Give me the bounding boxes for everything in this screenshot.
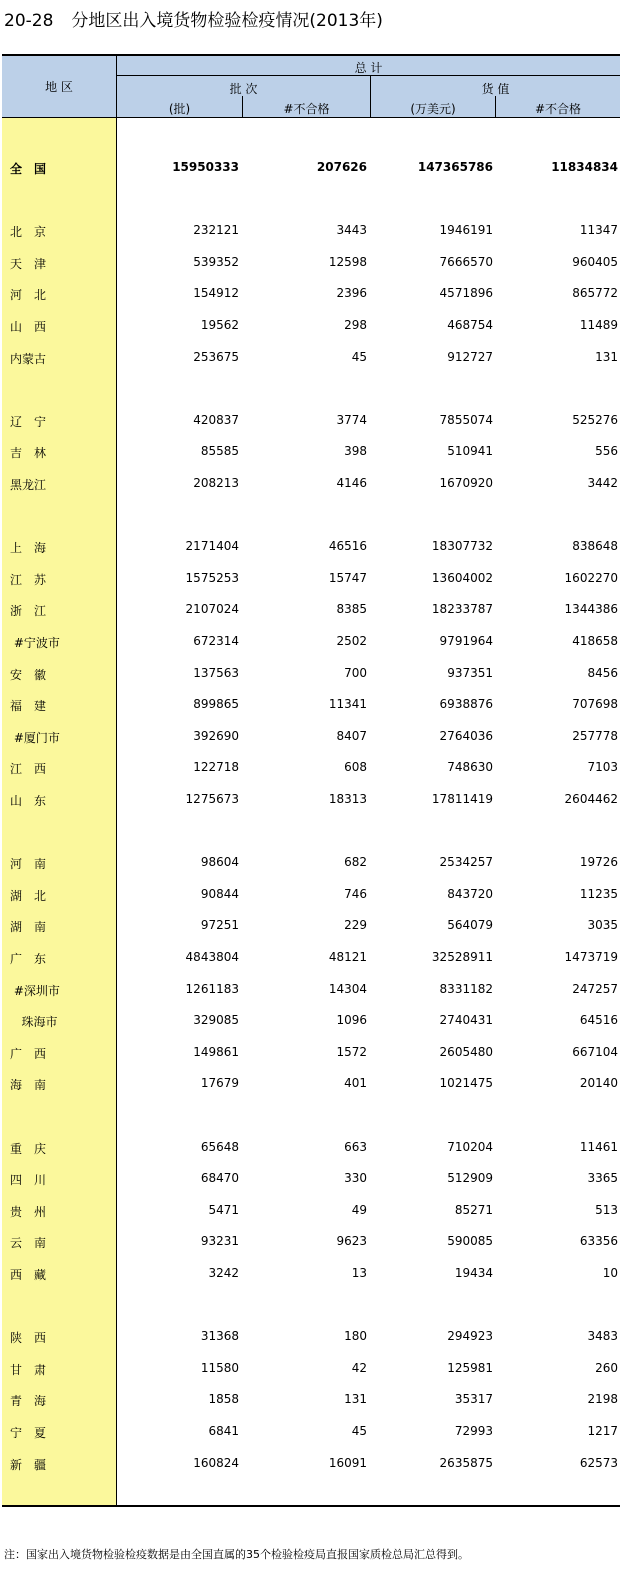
table-title: 分地区出入境货物检验检疫情况(2013年)	[71, 11, 383, 31]
value-fail-value: 1602270	[564, 571, 618, 585]
goods-value: 9791964	[439, 634, 493, 648]
region-name: 四 川	[10, 1173, 47, 1187]
batches-fail-value: 48121	[328, 950, 367, 964]
table-row	[2, 847, 620, 878]
goods-value: 18307732	[431, 539, 493, 553]
goods-value: 512909	[447, 1171, 493, 1185]
goods-value: 2534257	[439, 855, 493, 869]
batches-value: 11580	[200, 1361, 239, 1375]
batches-value: 98604	[200, 855, 239, 869]
table-row	[2, 152, 620, 183]
batches-value: 1858	[208, 1392, 239, 1406]
value-fail-value: 513	[595, 1203, 618, 1217]
batches-fail-value: 2396	[336, 286, 367, 300]
value-fail-value: 260	[595, 1361, 618, 1375]
goods-value: 6938876	[439, 697, 493, 711]
batches-fail-value: 1096	[336, 1013, 367, 1027]
table-row	[2, 563, 620, 594]
header-divider	[495, 96, 496, 118]
batches-fail-value: 1572	[336, 1045, 367, 1059]
footnote: 注：国家出入境货物检验检疫数据是由全国直属的35个检验检疫局直报国家质检总局汇总得到。	[4, 1548, 469, 1561]
goods-value: 468754	[447, 318, 493, 332]
region-name: 江 苏	[10, 573, 47, 587]
goods-value: 35317	[454, 1392, 493, 1406]
goods-value: 72993	[454, 1424, 493, 1438]
region-name: 海 南	[10, 1078, 47, 1092]
table-row	[2, 910, 620, 941]
value-fail-value: 131	[595, 350, 618, 364]
table-header	[2, 56, 620, 118]
value-fail-value: 556	[595, 444, 618, 458]
goods-value: 1021475	[439, 1076, 493, 1090]
value-fail-value: 11347	[579, 223, 618, 237]
table-row	[2, 215, 620, 246]
goods-value: 294923	[447, 1329, 493, 1343]
table-row	[2, 278, 620, 309]
batches-fail-value: 8407	[336, 729, 367, 743]
batches-value: 154912	[193, 286, 239, 300]
value-fail-value: 707698	[572, 697, 618, 711]
region-name: 新 疆	[10, 1458, 47, 1472]
region-name: 甘 肃	[10, 1363, 47, 1377]
batches-value: 19562	[200, 318, 239, 332]
goods-value: 1670920	[439, 476, 493, 490]
batches-value: 2171404	[185, 539, 239, 553]
batches-value: 15950333	[172, 160, 239, 174]
value-fail-value: 11235	[579, 887, 618, 901]
goods-value: 843720	[447, 887, 493, 901]
value-fail-value: 418658	[572, 634, 618, 648]
header-value-fail: #不合格	[534, 102, 582, 116]
batches-fail-value: 131	[344, 1392, 367, 1406]
value-fail-value: 10	[602, 1266, 618, 1280]
batches-value: 68470	[200, 1171, 239, 1185]
goods-value: 912727	[447, 350, 493, 364]
value-fail-value: 3442	[587, 476, 618, 490]
batches-fail-value: 11341	[328, 697, 367, 711]
batches-fail-value: 746	[344, 887, 367, 901]
value-fail-value: 63356	[579, 1234, 618, 1248]
table-row	[2, 1448, 620, 1479]
region-name: 广 东	[10, 952, 47, 966]
value-fail-value: 19726	[579, 855, 618, 869]
batches-fail-value: 8385	[336, 602, 367, 616]
region-name: 山 东	[10, 794, 47, 808]
goods-value: 18233787	[431, 602, 493, 616]
region-name: 内蒙古	[10, 352, 47, 366]
goods-value: 8331182	[439, 982, 493, 996]
region-name: 全 国	[10, 162, 47, 176]
batches-fail-value: 15747	[328, 571, 367, 585]
region-name: 江 西	[10, 762, 47, 776]
goods-value: 2605480	[439, 1045, 493, 1059]
region-name: 辽 宁	[10, 415, 47, 429]
value-fail-value: 11834834	[551, 160, 618, 174]
batches-value: 31368	[200, 1329, 239, 1343]
header-region: 地 区	[45, 80, 73, 94]
table-row	[2, 436, 620, 467]
batches-fail-value: 12598	[328, 255, 367, 269]
table-row	[2, 1005, 620, 1036]
batches-fail-value: 46516	[328, 539, 367, 553]
batches-value: 1261183	[185, 982, 239, 996]
goods-value: 748630	[447, 760, 493, 774]
header-batches: 批 次	[229, 82, 258, 96]
value-fail-value: 865772	[572, 286, 618, 300]
batches-fail-value: 2502	[336, 634, 367, 648]
batches-fail-value: 229	[344, 918, 367, 932]
value-fail-value: 525276	[572, 413, 618, 427]
header-value-unit: (万美元)	[410, 102, 456, 116]
region-name: 重 庆	[10, 1142, 47, 1156]
batches-value: 329085	[193, 1013, 239, 1027]
value-fail-value: 960405	[572, 255, 618, 269]
batches-value: 137563	[193, 666, 239, 680]
goods-value: 2635875	[439, 1456, 493, 1470]
batches-fail-value: 14304	[328, 982, 367, 996]
table-row	[2, 405, 620, 436]
value-fail-value: 20140	[579, 1076, 618, 1090]
batches-value: 90844	[200, 887, 239, 901]
batches-fail-value: 9623	[336, 1234, 367, 1248]
goods-value: 1946191	[439, 223, 493, 237]
goods-value: 937351	[447, 666, 493, 680]
value-fail-value: 1217	[587, 1424, 618, 1438]
region-name: 湖 北	[10, 889, 47, 903]
batches-value: 2107024	[185, 602, 239, 616]
batches-value: 6841	[208, 1424, 239, 1438]
region-name: 黑龙江	[10, 478, 47, 492]
header-divider	[116, 56, 117, 118]
batches-fail-value: 608	[344, 760, 367, 774]
header-value: 货 值	[481, 82, 510, 96]
table-row	[2, 1384, 620, 1415]
batches-value: 93231	[200, 1234, 239, 1248]
table-row	[2, 879, 620, 910]
batches-fail-value: 18313	[328, 792, 367, 806]
batches-value: 97251	[200, 918, 239, 932]
table-row	[2, 626, 620, 657]
value-fail-value: 1344386	[564, 602, 618, 616]
region-name: 湖 南	[10, 920, 47, 934]
batches-fail-value: 180	[344, 1329, 367, 1343]
goods-value: 147365786	[417, 160, 493, 174]
header-batches-fail: #不合格	[283, 102, 330, 116]
batches-value: 5471	[208, 1203, 239, 1217]
table-row	[2, 594, 620, 625]
batches-fail-value: 700	[344, 666, 367, 680]
data-table	[2, 54, 620, 1507]
batches-fail-value: 45	[351, 1424, 367, 1438]
region-name: 西 藏	[10, 1268, 47, 1282]
value-fail-value: 2604462	[564, 792, 618, 806]
table-row	[2, 531, 620, 562]
page-title	[4, 6, 383, 31]
batches-fail-value: 13	[351, 1266, 367, 1280]
region-name: 青 海	[10, 1394, 47, 1408]
region-name: 山 西	[10, 320, 47, 334]
region-name: 吉 林	[10, 446, 47, 460]
goods-value: 510941	[447, 444, 493, 458]
header-divider	[370, 76, 371, 118]
table-row	[2, 784, 620, 815]
value-fail-value: 1473719	[564, 950, 618, 964]
table-row	[2, 752, 620, 783]
table-row	[2, 1258, 620, 1289]
region-name: 陕 西	[10, 1331, 47, 1345]
value-fail-value: 257778	[572, 729, 618, 743]
batches-value: 17679	[200, 1076, 239, 1090]
table-row	[2, 658, 620, 689]
batches-fail-value: 42	[351, 1361, 367, 1375]
region-name: 宁 夏	[10, 1426, 47, 1440]
table-row	[2, 1353, 620, 1384]
batches-value: 3242	[208, 1266, 239, 1280]
region-name: 贵 州	[10, 1205, 47, 1219]
table-row	[2, 1321, 620, 1352]
table-row	[2, 310, 620, 341]
header-batches-unit: (批)	[168, 102, 191, 116]
table-row	[2, 1068, 620, 1099]
region-name: 广 西	[10, 1047, 47, 1061]
value-fail-value: 3035	[587, 918, 618, 932]
batches-fail-value: 298	[344, 318, 367, 332]
goods-value: 7666570	[439, 255, 493, 269]
value-fail-value: 667104	[572, 1045, 618, 1059]
table-row	[2, 689, 620, 720]
table-row	[2, 974, 620, 1005]
batches-fail-value: 49	[351, 1203, 367, 1217]
value-fail-value: 3365	[587, 1171, 618, 1185]
batches-fail-value: 207626	[316, 160, 367, 174]
region-name: #厦门市	[10, 731, 60, 745]
batches-value: 122718	[193, 760, 239, 774]
table-row	[2, 1132, 620, 1163]
batches-value: 160824	[193, 1456, 239, 1470]
table-number: 20-28	[4, 11, 54, 31]
table-row	[2, 247, 620, 278]
region-name: 天 津	[10, 257, 47, 271]
table-row	[2, 942, 620, 973]
goods-value: 7855074	[439, 413, 493, 427]
value-fail-value: 838648	[572, 539, 618, 553]
value-fail-value: 11489	[579, 318, 618, 332]
batches-fail-value: 663	[344, 1140, 367, 1154]
value-fail-value: 64516	[579, 1013, 618, 1027]
goods-value: 13604002	[431, 571, 493, 585]
batches-fail-value: 401	[344, 1076, 367, 1090]
goods-value: 19434	[454, 1266, 493, 1280]
table-row	[2, 721, 620, 752]
region-name: #宁波市	[10, 636, 60, 650]
batches-value: 4843804	[185, 950, 239, 964]
region-name: 云 南	[10, 1236, 47, 1250]
batches-value: 420837	[193, 413, 239, 427]
value-fail-value: 2198	[587, 1392, 618, 1406]
table-row	[2, 468, 620, 499]
batches-value: 253675	[193, 350, 239, 364]
region-name: 浙 江	[10, 604, 47, 618]
batches-fail-value: 4146	[336, 476, 367, 490]
region-name: 河 南	[10, 857, 47, 871]
value-fail-value: 62573	[579, 1456, 618, 1470]
region-name: 上 海	[10, 541, 47, 555]
region-name: 珠海市	[10, 1015, 58, 1029]
batches-fail-value: 398	[344, 444, 367, 458]
goods-value: 85271	[454, 1203, 493, 1217]
header-divider	[117, 75, 620, 76]
goods-value: 710204	[447, 1140, 493, 1154]
value-fail-value: 8456	[587, 666, 618, 680]
batches-value: 149861	[193, 1045, 239, 1059]
batches-fail-value: 3774	[336, 413, 367, 427]
batches-fail-value: 682	[344, 855, 367, 869]
value-fail-value: 7103	[587, 760, 618, 774]
table-row	[2, 1226, 620, 1257]
region-name: 福 建	[10, 699, 47, 713]
region-name: 河 北	[10, 288, 47, 302]
batches-value: 539352	[193, 255, 239, 269]
batches-value: 232121	[193, 223, 239, 237]
value-fail-value: 3483	[587, 1329, 618, 1343]
header-total: 总 计	[354, 61, 383, 75]
goods-value: 2740431	[439, 1013, 493, 1027]
goods-value: 564079	[447, 918, 493, 932]
goods-value: 32528911	[431, 950, 493, 964]
table-row	[2, 342, 620, 373]
batches-value: 1275673	[185, 792, 239, 806]
table-row	[2, 1195, 620, 1226]
goods-value: 2764036	[439, 729, 493, 743]
table-row	[2, 1416, 620, 1447]
goods-value: 17811419	[431, 792, 493, 806]
batches-value: 85585	[200, 444, 239, 458]
batches-value: 208213	[193, 476, 239, 490]
value-fail-value: 247257	[572, 982, 618, 996]
goods-value: 125981	[447, 1361, 493, 1375]
batches-value: 899865	[193, 697, 239, 711]
batches-value: 672314	[193, 634, 239, 648]
value-fail-value: 11461	[579, 1140, 618, 1154]
batches-value: 392690	[193, 729, 239, 743]
batches-fail-value: 3443	[336, 223, 367, 237]
batches-fail-value: 330	[344, 1171, 367, 1185]
table-row	[2, 1037, 620, 1068]
goods-value: 590085	[447, 1234, 493, 1248]
batches-value: 65648	[200, 1140, 239, 1154]
goods-value: 4571896	[439, 286, 493, 300]
region-name: 北 京	[10, 225, 47, 239]
batches-value: 1575253	[185, 571, 239, 585]
region-name: #深圳市	[10, 984, 60, 998]
header-divider	[242, 96, 243, 118]
batches-fail-value: 45	[351, 350, 367, 364]
table-row	[2, 1163, 620, 1194]
batches-fail-value: 16091	[328, 1456, 367, 1470]
region-name: 安 徽	[10, 668, 47, 682]
